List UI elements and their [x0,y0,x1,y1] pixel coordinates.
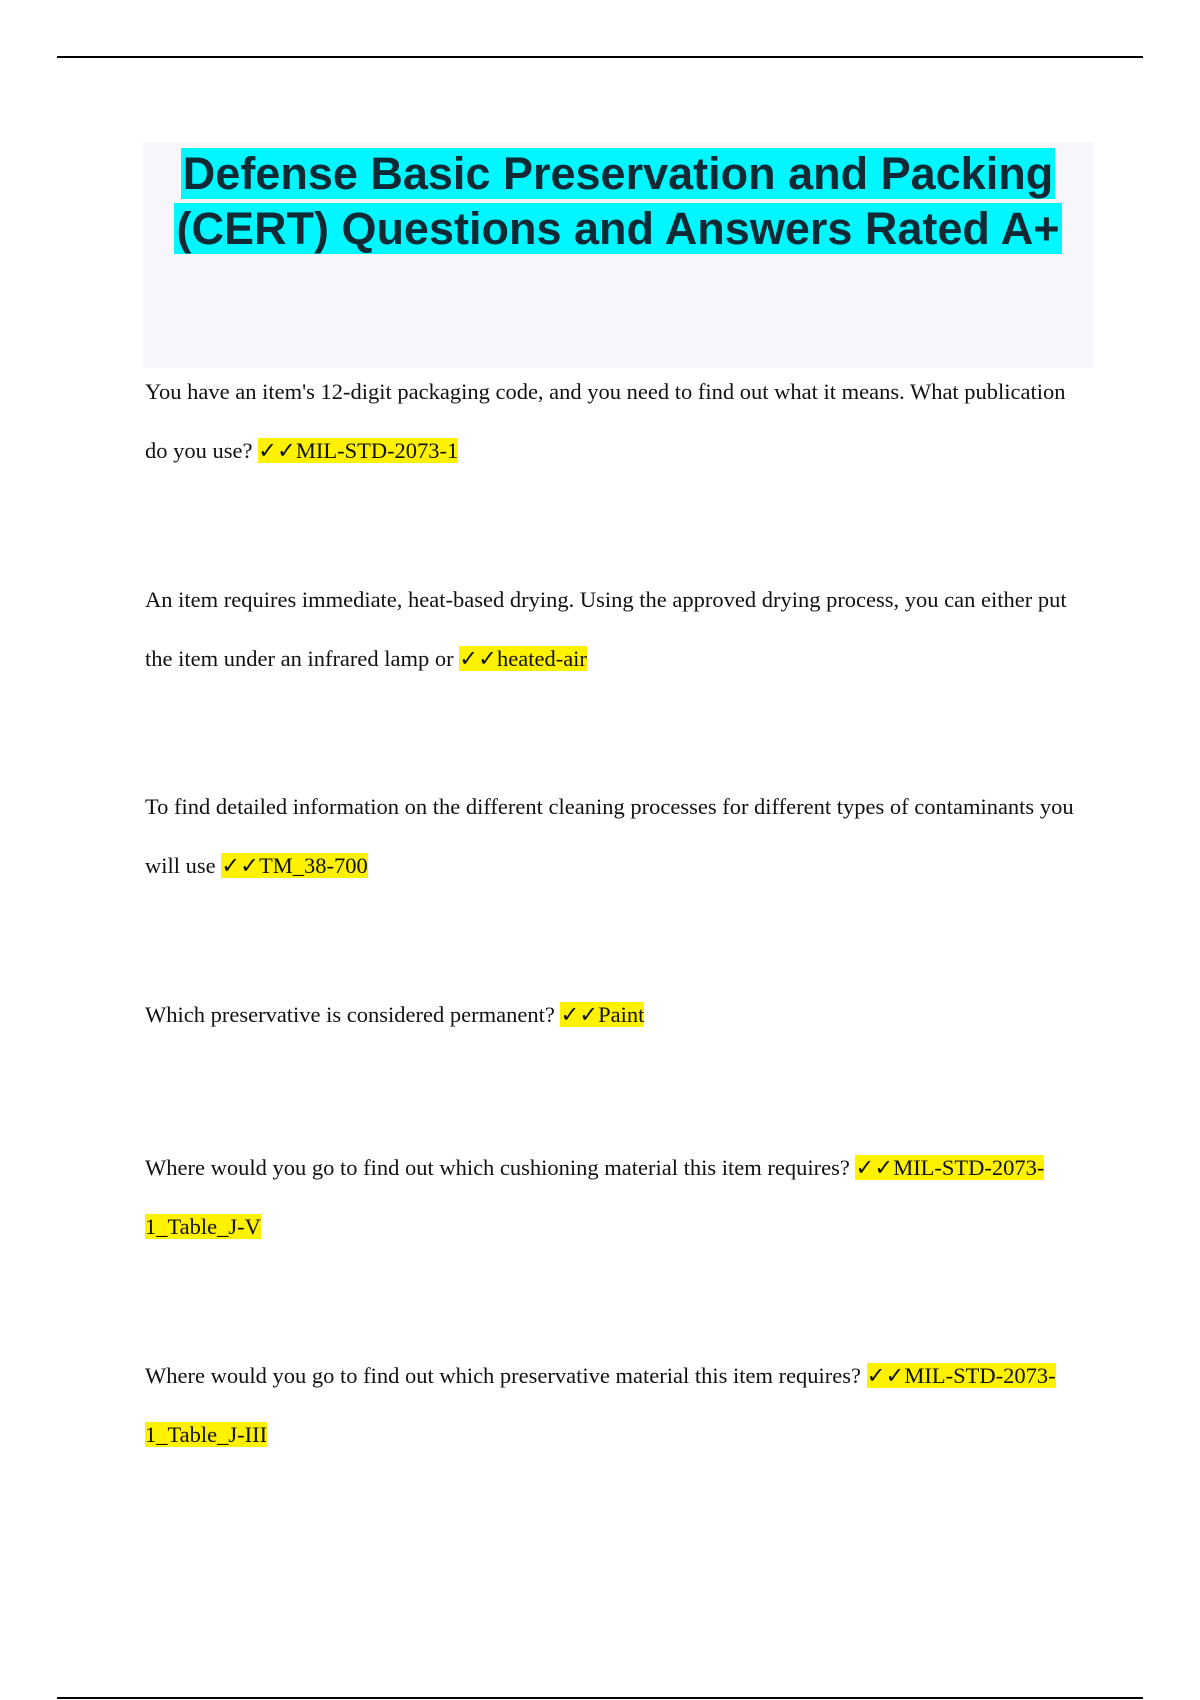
document-title-text: Defense Basic Preservation and Packing (CERT) Questions and Answers Rated A+ [176,148,1060,254]
check-icon: ✓✓ [866,1363,905,1388]
qa-item [145,985,644,1044]
qa-item [145,1138,1075,1256]
check-icon: ✓✓ [560,1002,599,1027]
answer-text: MIL-STD-2073-1_Table_J-III [145,1363,1056,1447]
qa-item [145,362,1075,480]
answer-highlight [258,438,458,463]
question-text: An item requires immediate, heat-based drying. Using the approved drying process, you can either put the item under an infrared lamp or [145,587,1067,671]
qa-item [145,777,1075,895]
header-rule [57,56,1143,58]
check-icon: ✓✓ [459,646,497,671]
question-text: Where would you go to find out which preservative material this item requires? [145,1363,862,1388]
question-text: Where would you go to find out which cushioning material this item requires? [145,1155,850,1180]
check-icon: ✓✓ [855,1155,894,1180]
question-text: To find detailed information on the different cleaning processes for different types of contaminants you will use [145,794,1074,878]
answer-text: TM_38-700 [258,853,368,878]
document-title [143,142,1093,256]
answer-highlight [560,1002,644,1027]
title-block [143,142,1093,368]
answer-highlight [459,646,587,671]
answer-text: Paint [598,1002,645,1027]
footer-rule [57,1697,1143,1699]
qa-item [145,570,1075,688]
answer-highlight [221,853,367,878]
answer-text: MIL-STD-2073-1_Table_J-V [145,1155,1045,1239]
answer-text: heated-air [496,646,587,671]
question-text: You have an item's 12-digit packaging code, and you need to find out what it means. What publication do you use? [145,379,1066,463]
question-text: Which preservative is considered permanent? [145,1002,555,1027]
qa-item [145,1346,1075,1464]
check-icon: ✓✓ [258,438,296,463]
check-icon: ✓✓ [221,853,259,878]
answer-text: MIL-STD-2073-1 [295,438,459,463]
